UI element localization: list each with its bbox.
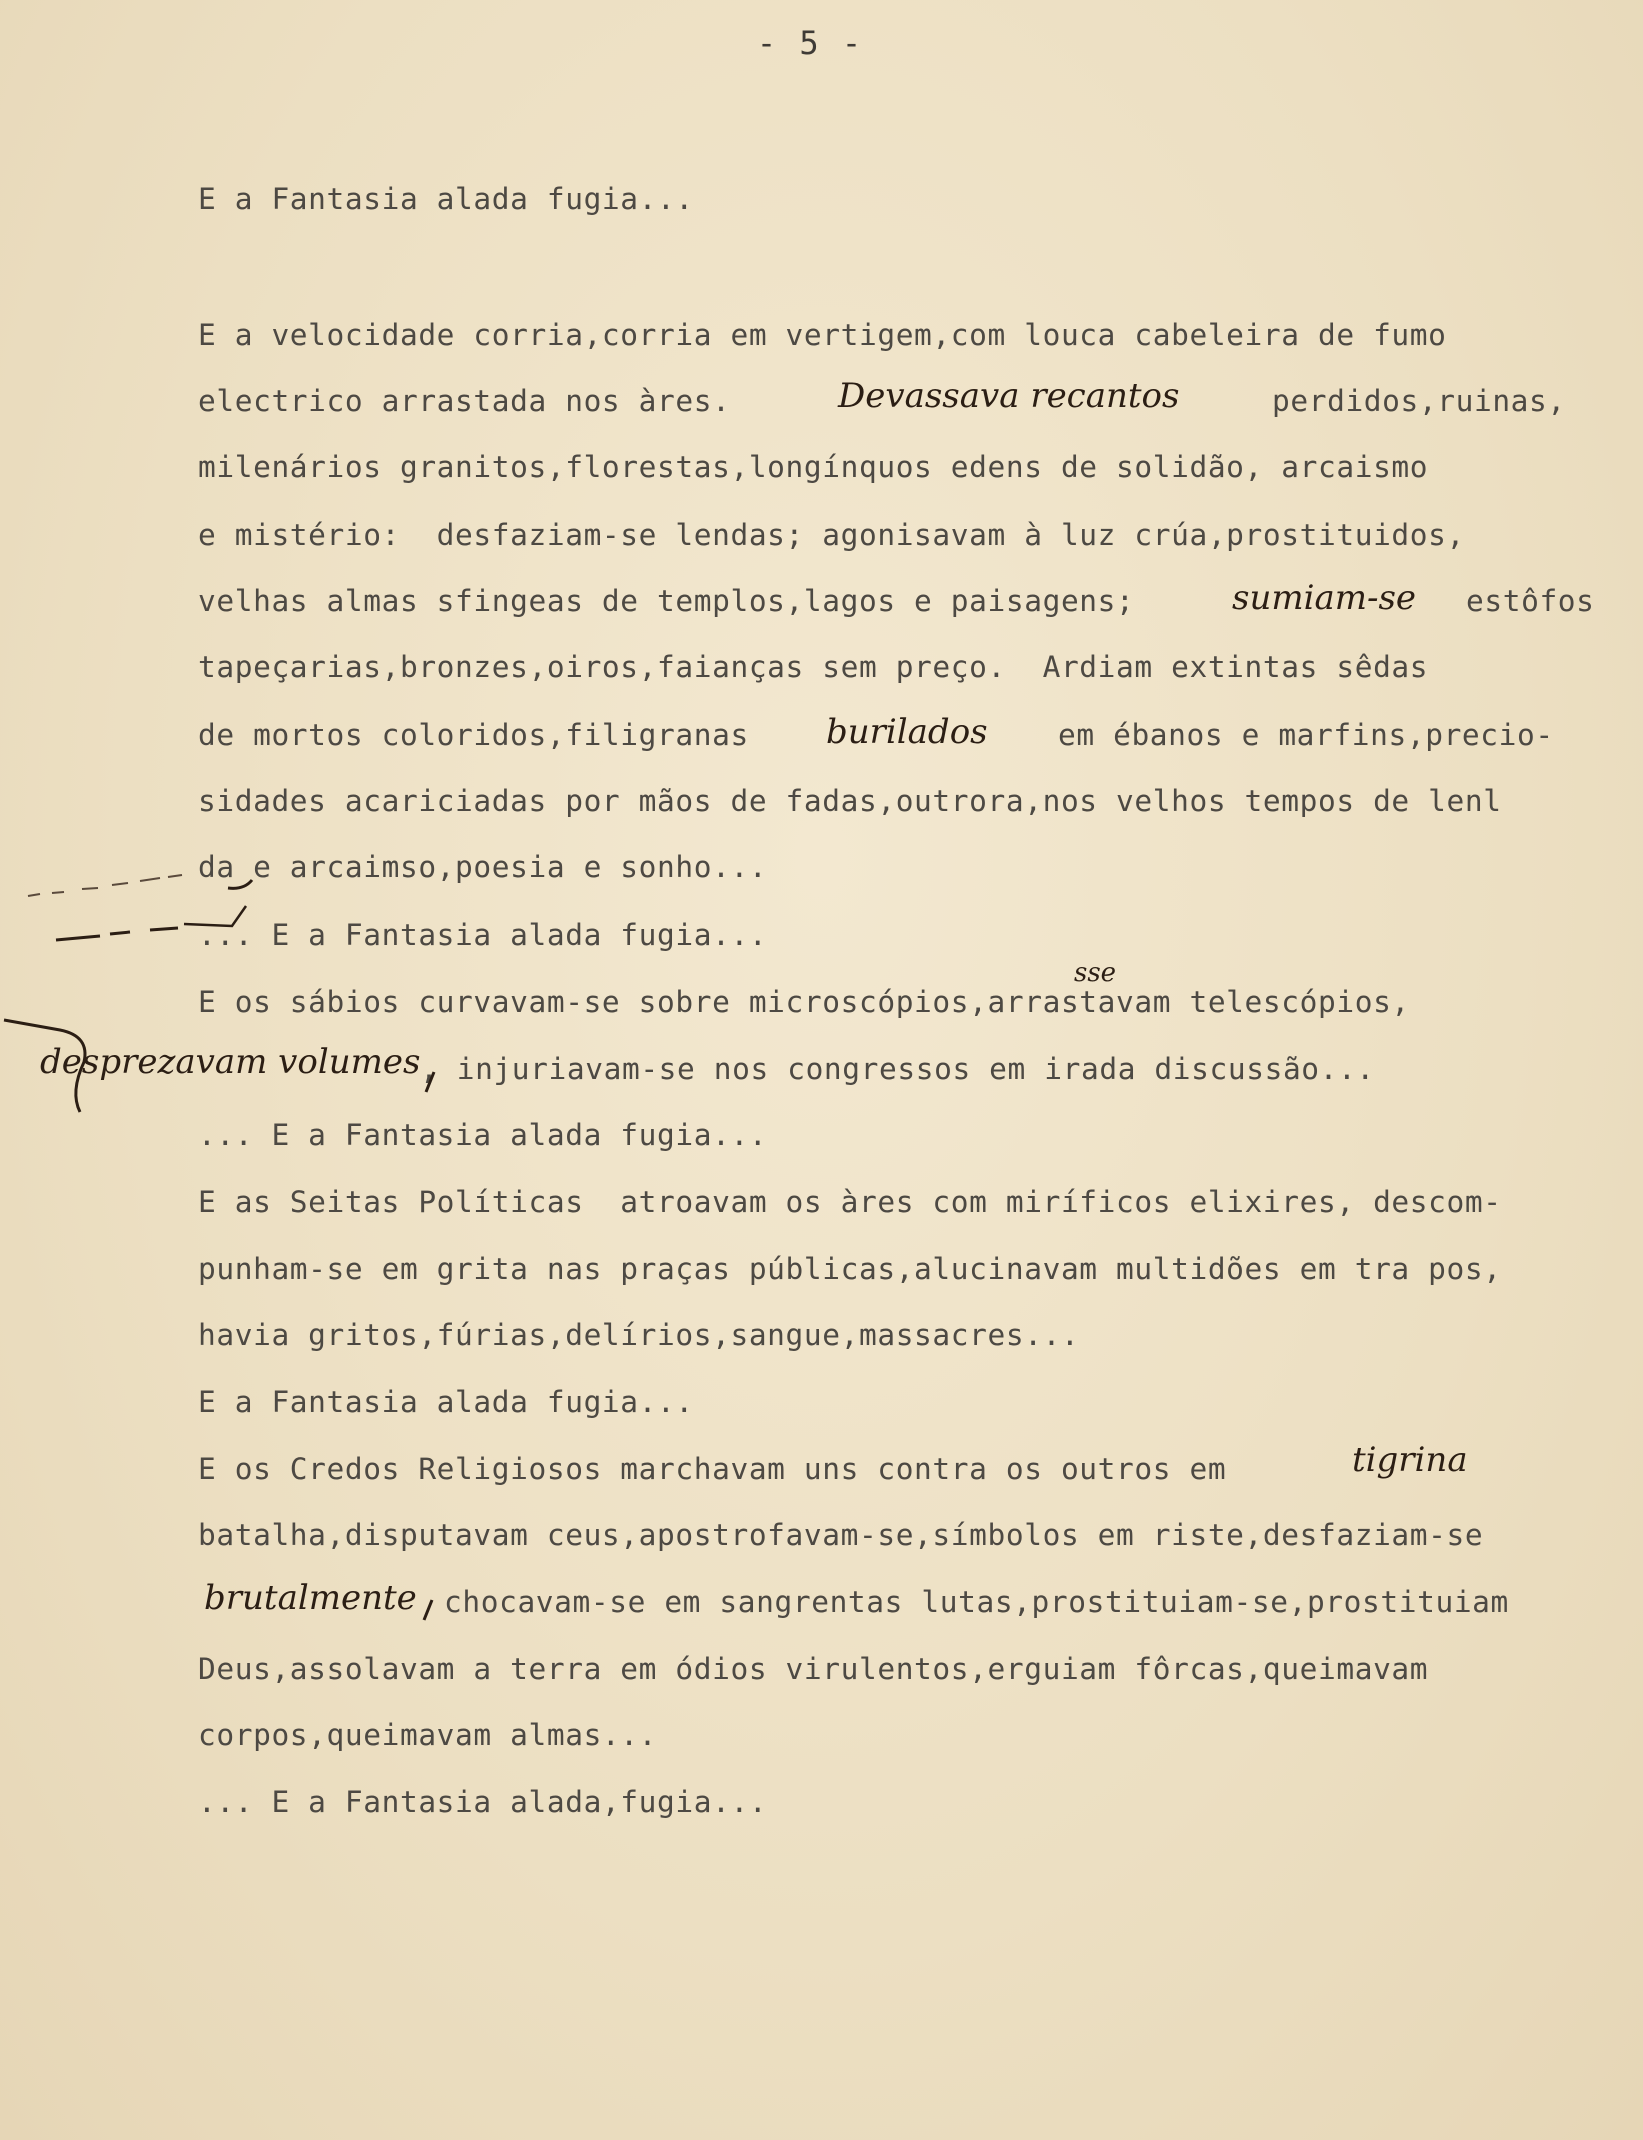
typed-line-6b: estôfos xyxy=(1466,584,1595,618)
typed-line-5: e mistério: desfaziam-se lendas; agonisavam à luz crúa,prostituidos, xyxy=(198,518,1465,552)
typed-line-12: E os sábios curvavam-se sobre microscópios,arrastavam telescópios, xyxy=(198,985,1410,1019)
typed-line-17: havia gritos,fúrias,delírios,sangue,massacres... xyxy=(198,1318,1080,1352)
typed-line-16: punham-se em grita nas praças públicas,alucinavam multidões em tra pos, xyxy=(198,1252,1502,1286)
typed-line-3b: perdidos,ruinas, xyxy=(1272,384,1566,418)
typed-line-15: E as Seitas Políticas atroavam os àres com miríficos elixires, descom- xyxy=(198,1185,1502,1219)
typed-line-13: , injuriavam-se nos congressos em irada discussão... xyxy=(420,1052,1375,1086)
typed-line-24: ... E a Fantasia alada,fugia... xyxy=(198,1785,768,1819)
typed-line-6a: velhas almas sfingeas de templos,lagos e paisagens; xyxy=(198,584,1135,618)
typed-line-11: ... E a Fantasia alada fugia... xyxy=(198,918,768,952)
page-number: - 5 - xyxy=(756,24,864,62)
typed-line-9: sidades acariciadas por mãos de fadas,outrora,nos velhos tempos de lenl xyxy=(198,784,1502,818)
typed-line-7: tapeçarias,bronzes,oiros,faianças sem preço. Ardiam extintas sêdas xyxy=(198,650,1429,684)
insertion-tick xyxy=(184,906,246,926)
handwritten-sumiam-se: sumiam-se xyxy=(1232,578,1417,618)
typed-line-1: E a Fantasia alada fugia... xyxy=(198,182,694,216)
typed-line-8b: em ébanos e marfins,precio- xyxy=(1058,718,1554,752)
typed-line-21: chocavam-se em sangrentas lutas,prostituiam-se,prostituiam xyxy=(444,1585,1509,1619)
typed-line-20: batalha,disputavam ceus,apostrofavam-se,símbolos em riste,desfaziam-se xyxy=(198,1518,1484,1552)
handwritten-desprezavam-volumes: desprezavam volumes xyxy=(40,1042,421,1082)
margin-dash-line-2 xyxy=(56,928,178,940)
margin-bracket xyxy=(4,1020,85,1112)
typed-line-23: corpos,queimavam almas... xyxy=(198,1718,658,1752)
comma-stroke xyxy=(426,1072,434,1092)
handwritten-sse: sse xyxy=(1074,958,1117,988)
typed-line-10: da e arcaimso,poesia e sonho... xyxy=(198,850,768,884)
typed-line-22: Deus,assolavam a terra em ódios virulentos,erguiam fôrcas,queimavam xyxy=(198,1652,1429,1686)
margin-caret-1 xyxy=(228,880,252,888)
typed-line-14: ... E a Fantasia alada fugia... xyxy=(198,1118,768,1152)
typed-line-8a: de mortos coloridos,filigranas xyxy=(198,718,749,752)
typed-line-2: E a velocidade corria,corria em vertigem,com louca cabeleira de fumo xyxy=(198,318,1447,352)
typed-line-18: E a Fantasia alada fugia... xyxy=(198,1385,694,1419)
handwritten-devassava-recantos: Devassava recantos xyxy=(838,376,1180,416)
handwritten-burilados: burilados xyxy=(826,712,988,752)
handwritten-brutalmente: brutalmente xyxy=(204,1578,417,1618)
typed-line-4: milenários granitos,florestas,longínquos edens de solidão, arcaismo xyxy=(198,450,1429,484)
brutalmente-comma xyxy=(424,1600,432,1620)
margin-dash-line-1 xyxy=(28,875,182,896)
typed-line-3a: electrico arrastada nos àres. xyxy=(198,384,731,418)
handwritten-tigrina: tigrina xyxy=(1352,1440,1468,1480)
typed-line-19: E os Credos Religiosos marchavam uns contra os outros em xyxy=(198,1452,1227,1486)
